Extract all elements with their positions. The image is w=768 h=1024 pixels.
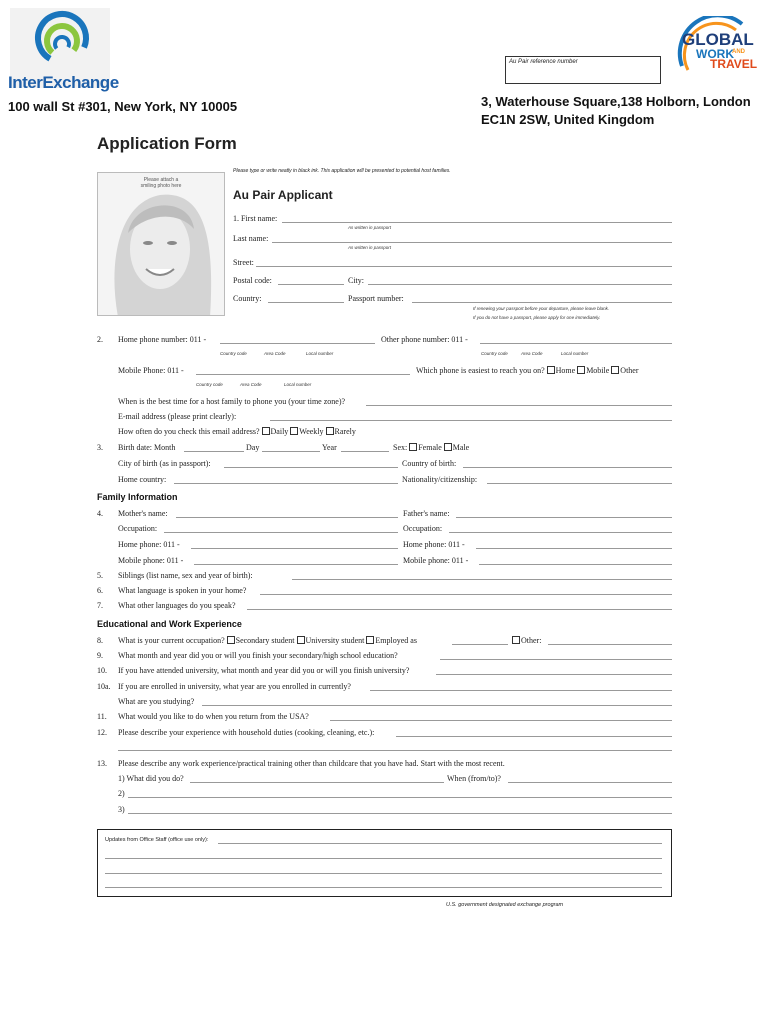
gwt-work: WORK — [696, 47, 734, 61]
form-intro: Please type or write neatly in black ink. This application will be presented to potential host families. — [233, 168, 451, 174]
applicant-heading: Au Pair Applicant — [233, 188, 333, 202]
office-line-1[interactable] — [218, 843, 662, 844]
mother-mobile-phone-label: Mobile phone: 011 - — [118, 556, 184, 565]
mothers-name-field[interactable] — [176, 517, 398, 518]
work-2-label: 2) — [118, 789, 125, 798]
birth-day-field[interactable] — [262, 451, 320, 452]
work-2-field[interactable] — [128, 797, 672, 798]
other-languages-field[interactable] — [247, 609, 672, 610]
home-country-code-hint: Country code — [220, 351, 247, 356]
mobile-area-code-hint: Area Code — [240, 382, 262, 387]
office-updates-label: Updates from Office Staff (office use only): — [105, 837, 209, 843]
mothers-name-label: Mother's name: — [118, 509, 168, 518]
office-line-3[interactable] — [105, 873, 662, 874]
country-field[interactable] — [268, 302, 344, 303]
home-country-label: Home country: — [118, 475, 167, 484]
birth-year-label: Year — [322, 443, 337, 452]
q11-label: What would you like to do when you return from the USA? — [118, 712, 309, 721]
q13-number: 13. — [97, 759, 107, 768]
employed-as-field[interactable] — [452, 644, 508, 645]
home-local-number-hint: Local number — [306, 351, 334, 356]
weekly-checkbox[interactable] — [290, 427, 298, 435]
father-home-phone-field[interactable] — [476, 548, 672, 549]
passport-number-field[interactable] — [412, 302, 672, 303]
studying-label: What are you studying? — [118, 697, 195, 706]
occupation-other-option: Other: — [512, 636, 541, 645]
first-name-label: 1. First name: — [233, 214, 278, 223]
home-phone-label: Home phone number: 011 - — [118, 335, 207, 344]
office-use-box — [97, 829, 672, 897]
country-of-birth-label: Country of birth: — [402, 459, 457, 468]
gwt-global: GLOBAL — [682, 30, 754, 49]
reference-number-box[interactable] — [505, 56, 661, 84]
home-language-field[interactable] — [260, 594, 672, 595]
city-label: City: — [348, 276, 365, 285]
q12-field-line2[interactable] — [118, 750, 672, 751]
email-label: E-mail address (please print clearly): — [118, 412, 237, 421]
address-right-line2: EC1N 2SW, United Kingdom — [481, 112, 655, 127]
first-name-hint: As written in passport — [348, 225, 392, 230]
father-occupation-label: Occupation: — [403, 524, 443, 533]
daily-checkbox[interactable] — [262, 427, 270, 435]
global-work-travel-logo — [672, 16, 764, 78]
reference-number-label: Au Pair reference number — [509, 59, 578, 65]
passport-note-2: If you do not have a passport, please apply for one immediately. — [473, 315, 601, 320]
passport-note-1: If renewing your passport before your departure, please leave blank. — [473, 306, 610, 311]
email-field[interactable] — [270, 420, 672, 421]
street-label: Street: — [233, 258, 254, 267]
mobile-phone-label: Mobile Phone: 011 - — [118, 366, 184, 375]
gwt-travel: TRAVEL — [710, 57, 758, 71]
home-phone-field[interactable] — [220, 343, 375, 344]
office-line-4[interactable] — [105, 887, 662, 888]
occupation-other-checkbox[interactable] — [512, 636, 520, 644]
mobile-phone-field[interactable] — [196, 374, 410, 375]
last-name-hint: As written in passport — [348, 245, 392, 250]
birth-year-field[interactable] — [341, 451, 389, 452]
q9-field[interactable] — [440, 659, 672, 660]
country-of-birth-field[interactable] — [463, 467, 672, 468]
occupation-other-field[interactable] — [548, 644, 672, 645]
birth-month-field[interactable] — [184, 451, 244, 452]
q11-field[interactable] — [330, 720, 672, 721]
other-local-number-hint: Local number — [561, 351, 589, 356]
father-mobile-phone-label: Mobile phone: 011 - — [403, 556, 469, 565]
easiest-phone-question: Which phone is easiest to reach you on? Home Mobile Other — [416, 366, 639, 375]
other-country-code-hint: Country code — [481, 351, 508, 356]
home-country-field[interactable] — [174, 483, 398, 484]
mother-occupation-label: Occupation: — [118, 524, 158, 533]
q4-number: 4. — [97, 509, 103, 518]
postal-code-label: Postal code: — [233, 276, 272, 285]
office-line-2[interactable] — [105, 858, 662, 859]
country-label: Country: — [233, 294, 262, 303]
other-languages-label: What other languages do you speak? — [118, 601, 236, 610]
q3-number: 3. — [97, 443, 103, 452]
best-time-label: When is the best time for a host family to phone you (your time zone)? — [118, 397, 346, 406]
father-home-phone-label: Home phone: 011 - — [403, 540, 465, 549]
secondary-student-checkbox[interactable] — [227, 636, 235, 644]
q10a-label: If you are enrolled in university, what year are you enrolled in currently? — [118, 682, 351, 691]
check-email-question: How often do you check this email address? Daily Weekly Rarely — [118, 427, 356, 436]
q10-field[interactable] — [436, 674, 672, 675]
what-did-you-do-label: 1) What did you do? — [118, 774, 184, 783]
siblings-label: Siblings (list name, sex and year of birth): — [118, 571, 253, 580]
mobile-local-number-hint: Local number — [284, 382, 312, 387]
siblings-field[interactable] — [292, 579, 672, 580]
rarely-checkbox[interactable] — [326, 427, 334, 435]
mother-home-phone-label: Home phone: 011 - — [118, 540, 180, 549]
employed-checkbox[interactable] — [366, 636, 374, 644]
gwt-and: AND — [732, 49, 745, 55]
q13-label: Please describe any work experience/practical training other than childcare that you have had. Start with the most recent. — [118, 759, 505, 768]
birth-month-label: Birth date: Month — [118, 443, 176, 452]
q12-label: Please describe your experience with household duties (cooking, cleaning, etc.): — [118, 728, 375, 737]
work-3-label: 3) — [118, 805, 125, 814]
sex-question: Sex: Female Male — [393, 443, 470, 452]
work-1-field[interactable] — [190, 782, 444, 783]
q10a-number: 10a. — [97, 682, 111, 691]
fathers-name-label: Father's name: — [403, 509, 450, 518]
other-area-code-hint: Area Code — [521, 351, 543, 356]
mobile-checkbox[interactable] — [577, 366, 585, 374]
work-1-dates-field[interactable] — [508, 782, 672, 783]
other-phone-field[interactable] — [480, 343, 672, 344]
footer-note: U.S. government designated exchange program — [446, 902, 564, 908]
mother-occupation-field[interactable] — [164, 532, 398, 533]
address-right-line1: 3, Waterhouse Square,138 Holborn, London — [481, 94, 751, 109]
address-left: 100 wall St #301, New York, NY 10005 — [8, 99, 238, 114]
best-time-field[interactable] — [366, 405, 672, 406]
q8-number: 8. — [97, 636, 103, 645]
mobile-country-code-hint: Country code — [196, 382, 223, 387]
org-name: InterExchange — [8, 73, 119, 92]
mother-mobile-phone-field[interactable] — [194, 564, 398, 565]
city-of-birth-field[interactable] — [224, 467, 398, 468]
home-area-code-hint: Area Code — [264, 351, 286, 356]
father-occupation-field[interactable] — [449, 532, 672, 533]
q10-label: If you have attended university, what month and year did you or will you finish university? — [118, 666, 410, 675]
home-language-label: What language is spoken in your home? — [118, 586, 247, 595]
other-phone-label: Other phone number: 011 - — [381, 335, 468, 344]
male-checkbox[interactable] — [444, 443, 452, 451]
when-label: When (from/to)? — [447, 774, 501, 783]
q11-number: 11. — [97, 712, 107, 721]
passport-number-label: Passport number: — [348, 294, 404, 303]
q6-number: 6. — [97, 586, 103, 595]
q12-field[interactable] — [396, 736, 672, 737]
street-field[interactable] — [256, 266, 672, 267]
form-title: Application Form — [97, 134, 237, 153]
q9-number: 9. — [97, 651, 103, 660]
swirl-logo-icon — [10, 8, 110, 78]
female-checkbox[interactable] — [409, 443, 417, 451]
home-checkbox[interactable] — [547, 366, 555, 374]
postal-code-field[interactable] — [278, 284, 344, 285]
portrait-image — [98, 173, 225, 316]
work-3-field[interactable] — [128, 813, 672, 814]
birth-day-label: Day — [246, 443, 260, 452]
city-field[interactable] — [368, 284, 672, 285]
q12-number: 12. — [97, 728, 107, 737]
q10a-field[interactable] — [370, 690, 672, 691]
q9-label: What month and year did you or will you finish your secondary/high school education? — [118, 651, 398, 660]
photo-hint: Please attach a smiling photo here — [140, 177, 182, 189]
q5-number: 5. — [97, 571, 103, 580]
education-heading: Educational and Work Experience — [97, 619, 242, 629]
last-name-label: Last name: — [233, 234, 269, 243]
applicant-photo — [97, 172, 225, 316]
fathers-name-field[interactable] — [456, 517, 672, 518]
last-name-field[interactable] — [272, 242, 672, 243]
city-of-birth-label: City of birth (as in passport): — [118, 459, 211, 468]
studying-field[interactable] — [202, 705, 672, 706]
first-name-field[interactable] — [282, 222, 672, 223]
current-occupation-question: What is your current occupation? Secondary student University student Employed as — [118, 636, 417, 645]
other-checkbox[interactable] — [611, 366, 619, 374]
nationality-label: Nationality/citizenship: — [402, 475, 478, 484]
family-information-heading: Family Information — [97, 492, 178, 502]
q7-number: 7. — [97, 601, 103, 610]
q2-number: 2. — [97, 335, 103, 344]
university-student-checkbox[interactable] — [297, 636, 305, 644]
q10-number: 10. — [97, 666, 107, 675]
mother-home-phone-field[interactable] — [191, 548, 398, 549]
father-mobile-phone-field[interactable] — [479, 564, 672, 565]
nationality-field[interactable] — [487, 483, 672, 484]
